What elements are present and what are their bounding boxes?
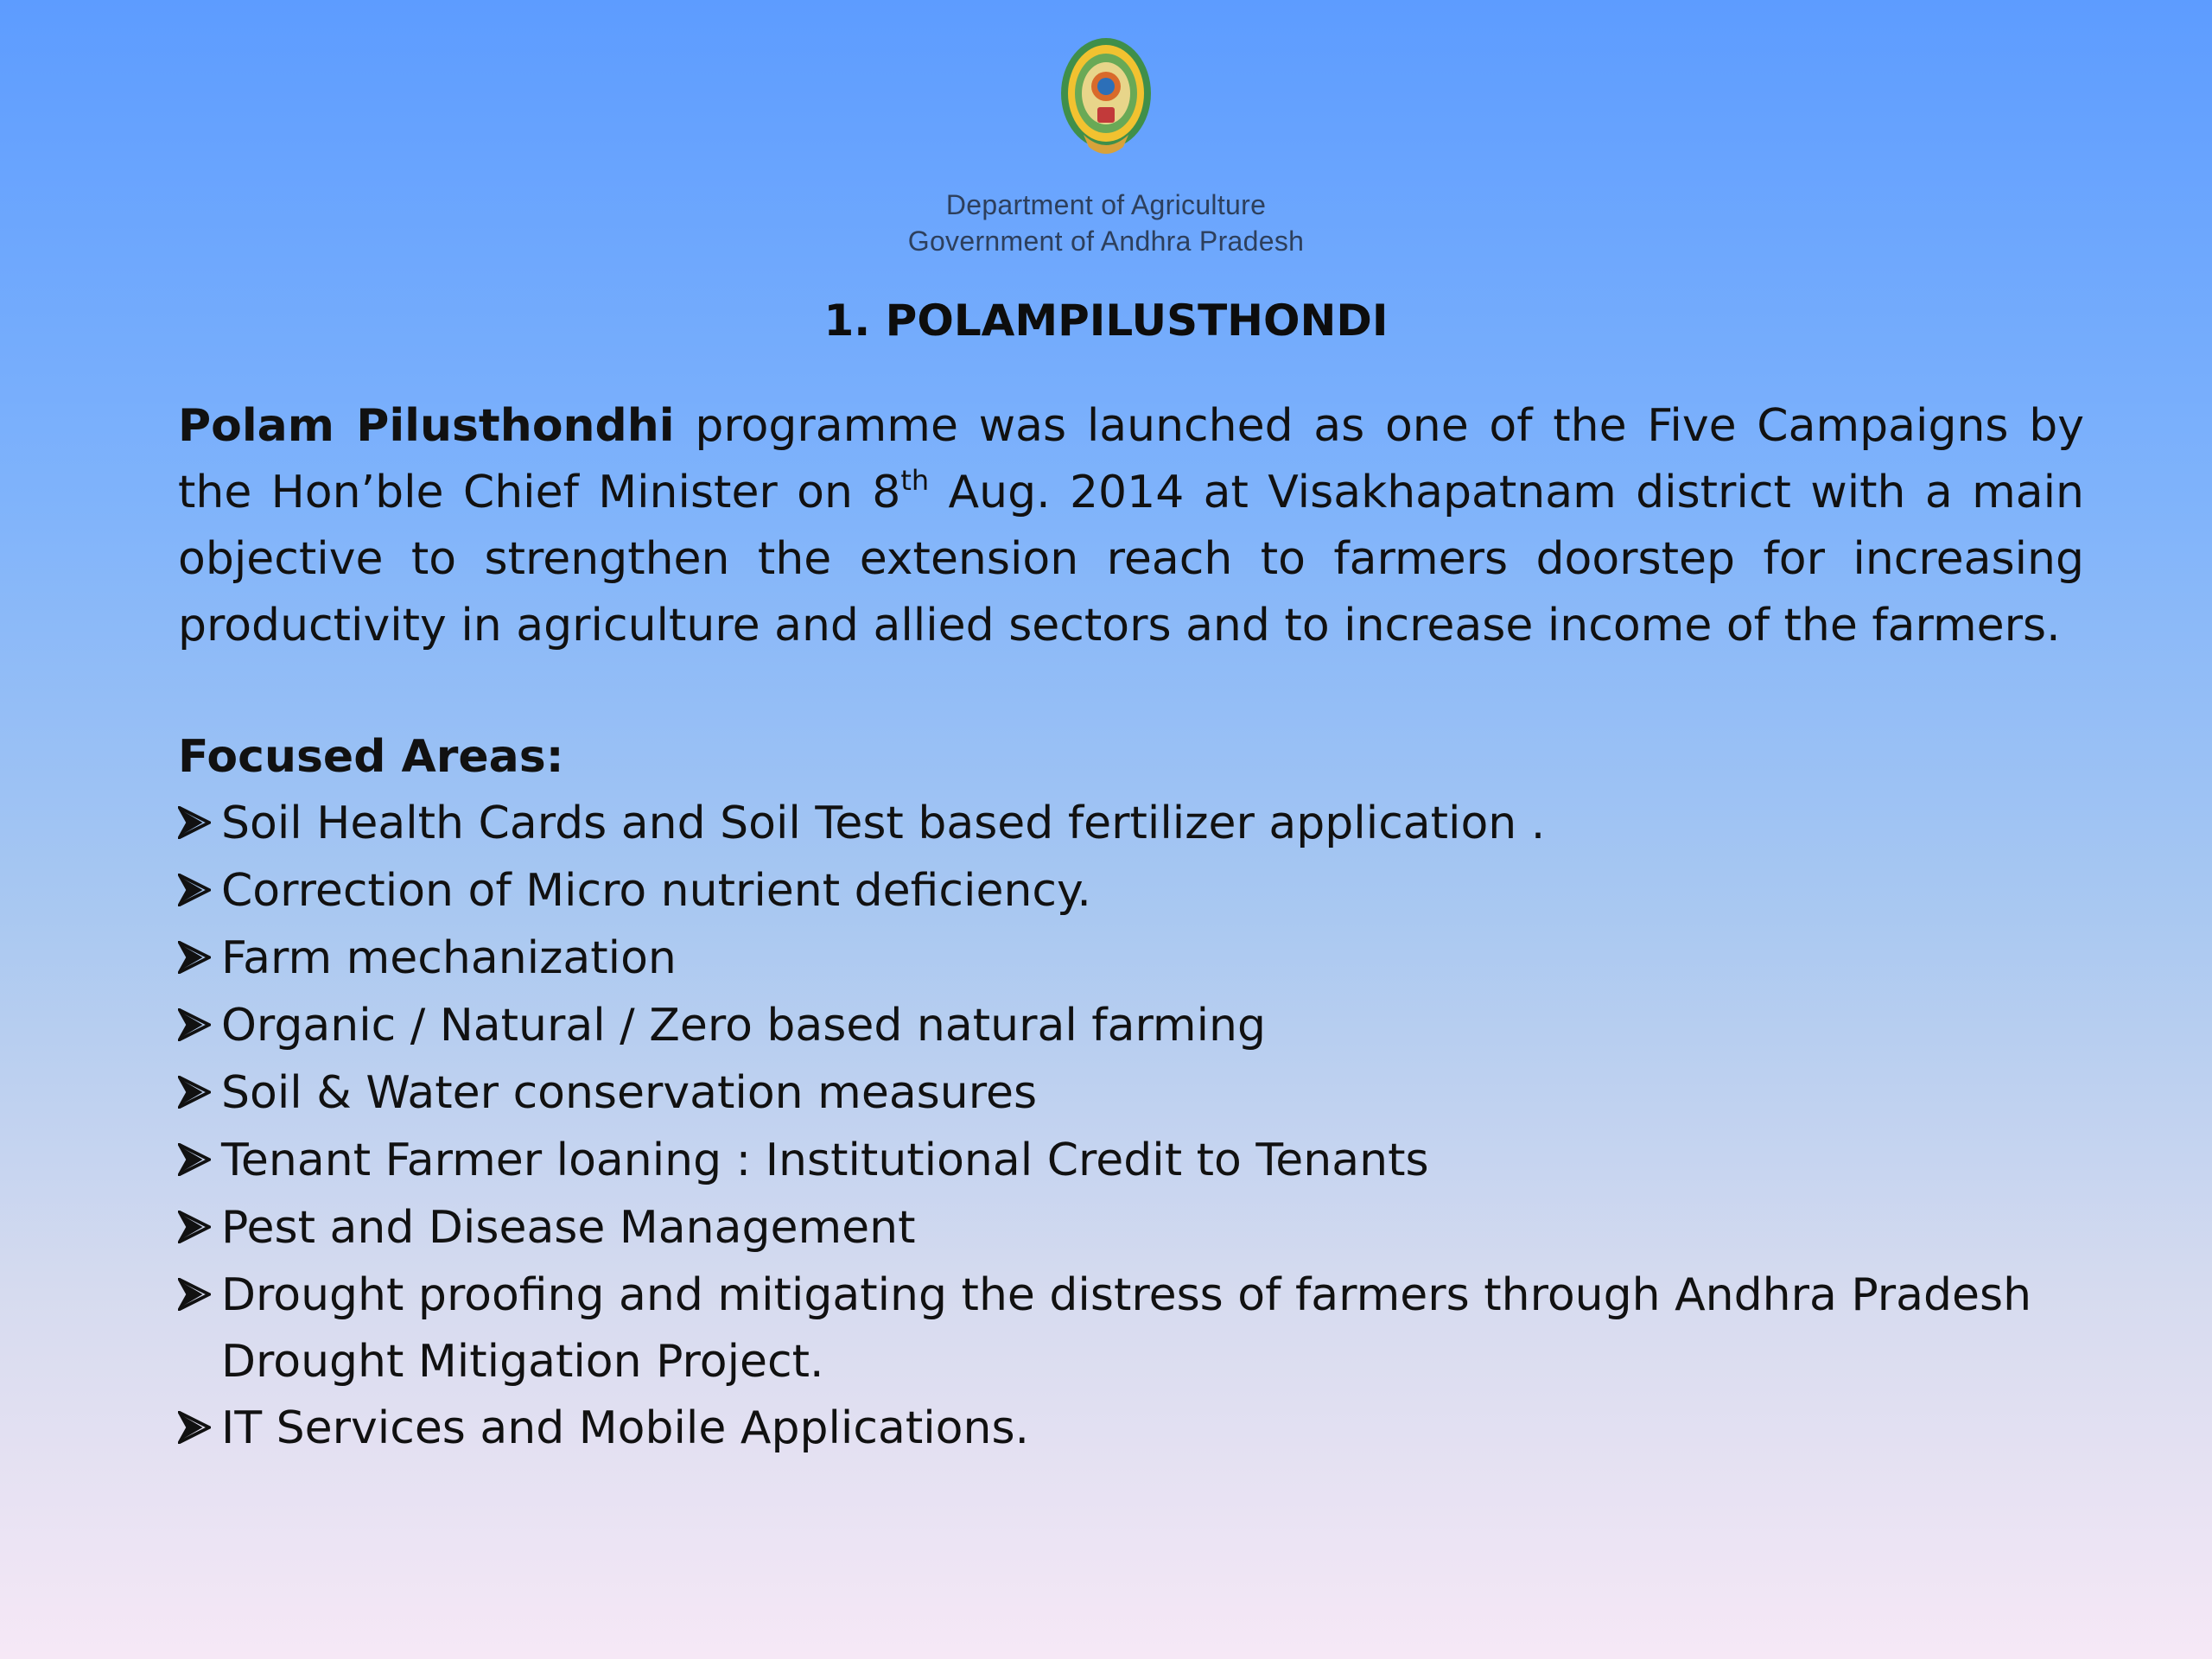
list-item-text: Soil & Water conservation measures: [221, 1067, 1038, 1119]
list-item-text: Tenant Farmer loaning : Institutional Credit to Tenants: [221, 1135, 1429, 1186]
list-item: [178, 1262, 2131, 1395]
date-superscript: th: [900, 464, 930, 497]
list-item: [178, 925, 2131, 993]
arrowhead-bullet-icon: [178, 1195, 221, 1262]
list-item-text: Organic / Natural / Zero based natural farming: [221, 1000, 1266, 1052]
list-item-text: Soil Health Cards and Soil Test based fertilizer application .: [221, 798, 1546, 849]
list-item-text: Pest and Disease Management: [221, 1202, 916, 1254]
intro-text-part2: Aug. 2014 at Visakhapatnam district with a main objective to strengthen the extension reach to farmers doorstep for increasing productivity in agriculture and allied sectors and to increase income of the farmers.: [178, 467, 2085, 652]
arrowhead-bullet-icon: [178, 1060, 221, 1128]
government-name: Government of Andhra Pradesh: [907, 226, 1305, 257]
arrowhead-bullet-icon: [178, 791, 221, 858]
arrowhead-bullet-icon: [178, 858, 221, 925]
arrowhead-bullet-icon: [178, 925, 221, 993]
list-item: [178, 858, 2131, 925]
list-item: [178, 1395, 2131, 1463]
programme-name: Polam Pilusthondhi: [178, 400, 675, 452]
slide-title: 1. POLAMPILUSTHONDI: [823, 296, 1389, 346]
focused-areas-list: [178, 791, 2131, 1463]
andhra-pradesh-emblem-icon: [1054, 33, 1158, 162]
list-item-text: IT Services and Mobile Applications.: [221, 1402, 1030, 1454]
list-item: [178, 993, 2131, 1060]
list-item: [178, 1128, 2131, 1195]
arrowhead-bullet-icon: [178, 1395, 221, 1463]
list-item-text: Correction of Micro nutrient deficiency.: [221, 865, 1091, 917]
intro-paragraph: [178, 393, 2084, 659]
list-item: [178, 791, 2131, 858]
arrowhead-bullet-icon: [178, 993, 221, 1060]
slide-header: [0, 33, 2212, 259]
arrowhead-bullet-icon: [178, 1128, 221, 1195]
list-item-text: Drought proofing and mitigating the distress of farmers through Andhra Pradesh Drought Mitigation Project.: [221, 1269, 2032, 1388]
list-item: [178, 1195, 2131, 1262]
list-item: [178, 1060, 2131, 1128]
intro-text-part1: programme was launched as one of the Five Campaigns by the Hon’ble Chief Minister on 8: [178, 400, 2084, 518]
list-item-text: Farm mechanization: [221, 932, 677, 984]
arrowhead-bullet-icon: [178, 1262, 221, 1330]
focused-areas-heading: Focused Areas:: [178, 731, 564, 783]
department-name: Department of Agriculture: [945, 189, 1267, 220]
